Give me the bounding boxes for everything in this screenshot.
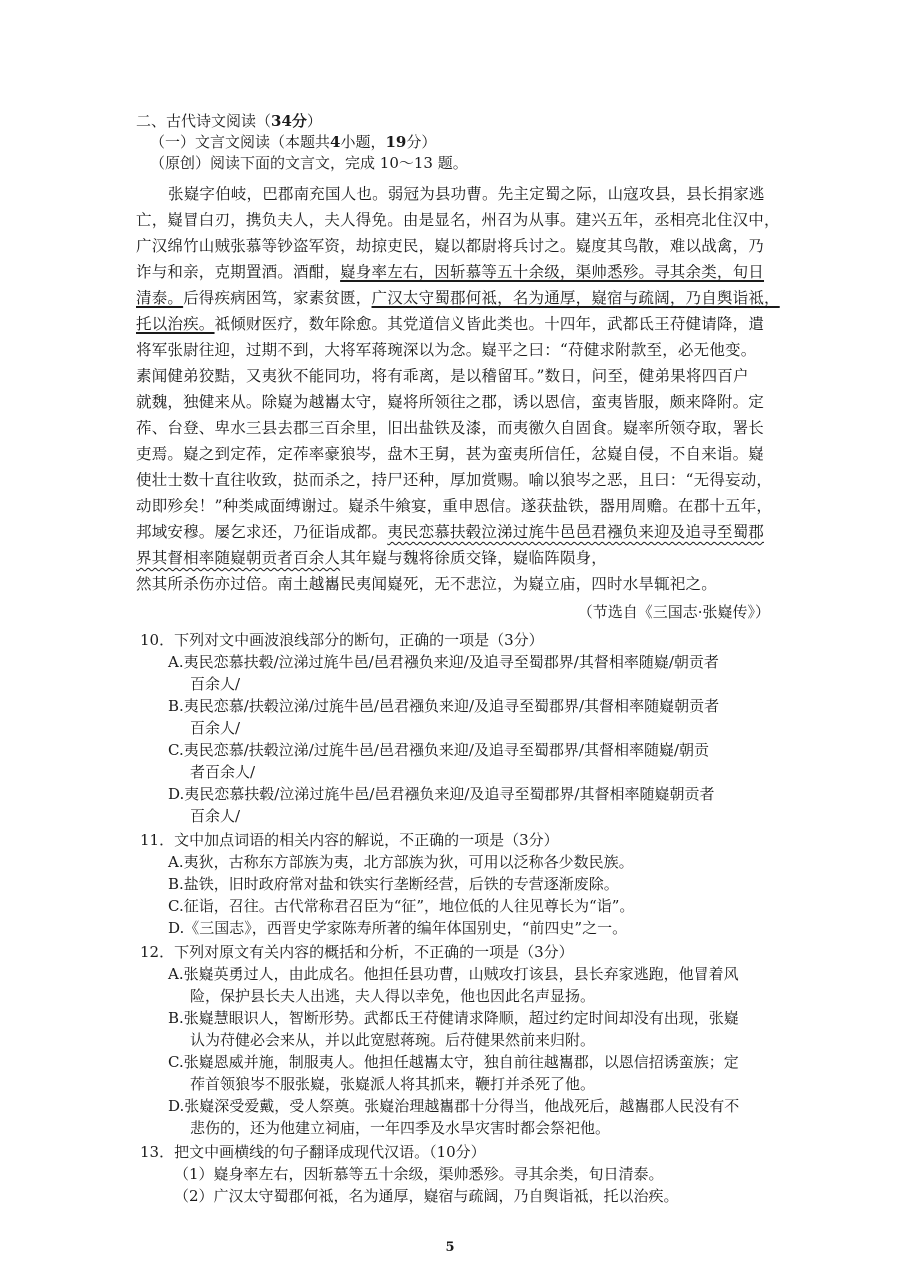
question-11: 11．文中加点词语的相关内容的解说，不正确的一项是（3分） xyxy=(140,831,559,849)
section-title-suffix: ） xyxy=(306,112,322,130)
section-subtitle-count: 4 xyxy=(330,133,341,151)
q10-option-b-cont: 百余人/ xyxy=(190,719,241,737)
q10-option-c-cont: 者百余人/ xyxy=(190,763,256,781)
q13-item-2: （2）广汉太守蜀郡何祗，名为通厚，嶷宿与疏阔，乃自舆诣祗，托以治疾。 xyxy=(174,1187,679,1205)
section-subtitle-mid: 小题， xyxy=(340,133,386,151)
passage-text: 诈与和亲，克期置酒。酒酣， xyxy=(136,263,341,281)
q11-option-a: A.夷狄，古称东方部族为夷，北方部族为狄，可用以泛称各少数民族。 xyxy=(168,853,634,871)
section-title xyxy=(136,111,322,131)
passage-line: 就魏，独健来从。除嶷为越巂太守，嶷将所领往之郡，诱以恩信，蛮夷皆服，颇来降附。定 xyxy=(136,393,765,411)
passage-line: 莋、台登、卑水三县去郡三百余里，旧出盐铁及漆，而夷徼久自固食。嶷率所领夺取，署长 xyxy=(136,419,765,437)
passage-line xyxy=(136,522,764,542)
q10-option-d-cont: 百余人/ xyxy=(190,807,241,825)
passage-line xyxy=(136,548,607,568)
passage-line: 素闻健弟狡黠，又夷狄不能同功，将有乖离，是以稽留耳。”数日，问至，健弟果将四百户 xyxy=(136,367,749,385)
instruction: （原创）阅读下面的文言文，完成 10～13 题。 xyxy=(150,154,468,172)
passage-text: 祗倾财医疗，数年除愈。其党道信义皆此类也。十四年，武都氐王苻健请降，遣 xyxy=(214,315,765,333)
passage-line xyxy=(136,288,780,308)
q12-option-b-cont: 认为苻健必会来从，并以此宽慰蒋琬。后苻健果然前来归附。 xyxy=(190,1031,596,1049)
passage-line: 吏焉。嶷之到定莋，定莋率豪狼岑，盘木王舅，甚为蛮夷所信任，忿嶷自侵，不自来诣。嶷 xyxy=(136,445,765,463)
question-12: 12．下列对原文有关内容的概括和分析，不正确的一项是（3分） xyxy=(140,943,574,961)
passage-line: 亡，嶷冒白刃，携负夫人，夫人得免。由是显名，州召为从事。建兴五年，丞相亮北住汉中， xyxy=(136,211,780,229)
q12-option-c: C.张嶷恩威并施，制服夷人。他担任越巂太守，独自前往越巂郡，以恩信招诱蛮族；定 xyxy=(168,1053,739,1071)
q13-item-1: （1）嶷身率左右，因斩慕等五十余级，渠帅悉殄。寻其余类，旬日清泰。 xyxy=(174,1165,664,1183)
page-number: 5 xyxy=(445,1240,455,1255)
passage-text: 邦域安穆。屡乞求还，乃征诣成都。 xyxy=(136,523,388,541)
q11-option-d: D.《三国志》，西晋史学家陈寿所著的编年体国别史，“前四史”之一。 xyxy=(168,919,628,937)
q10-option-a: A.夷民恋慕扶毂/泣涕过旄牛邑/邑君襁负来迎/及追寻至蜀郡界/其督相率随嶷/朝贡者 xyxy=(168,653,719,671)
underlined-sentence-1-end: 清泰。 xyxy=(136,289,184,307)
q12-option-c-cont: 莋首领狼岑不服张嶷，张嶷派人将其抓来，鞭打并杀死了他。 xyxy=(190,1075,596,1093)
section-subtitle-score: 19 xyxy=(385,133,407,151)
passage-line: 动即殄矣！”种类咸面缚谢过。嶷杀牛飨宴，重申恩信。遂获盐铁，器用周赡。在郡十五年， xyxy=(136,497,773,515)
q12-option-d: D.张嶷深受爱戴，受人祭奠。张嶷治理越巂郡十分得当，他战死后，越巂郡人民没有不 xyxy=(168,1097,740,1115)
section-subtitle xyxy=(150,132,436,152)
passage-line: 将军张尉往迎，过期不到，大将军蒋琬深以为念。嶷平之曰：“苻健求附款至，必无他变。 xyxy=(136,341,757,359)
question-10: 10．下列对文中画波浪线部分的断句，正确的一项是（3分） xyxy=(140,631,544,649)
passage-line: 张嶷字伯岐，巴郡南充国人也。弱冠为县功曹。先主定蜀之际，山寇攻县，县长捐家逃 xyxy=(168,185,765,203)
q12-option-a: A.张嶷英勇过人，由此成名。他担任县功曹，山贼攻打该县，县长弃家逃跑，他冒着风 xyxy=(168,965,739,983)
passage-line: 广汉绵竹山贼张慕等钞盗军资，劫掠吏民，嶷以都尉将兵讨之。嶷度其鸟散，难以战禽，乃 xyxy=(136,237,765,255)
section-subtitle-suffix: 分） xyxy=(406,133,437,151)
q10-option-a-cont: 百余人/ xyxy=(190,675,241,693)
passage-line: 使壮士数十直往收致，挞而杀之，持尸还种，厚加赏赐。喻以狼岑之恶，且曰：“无得妄动， xyxy=(136,471,773,489)
q10-option-b: B.夷民恋慕/扶毂泣涕/过旄牛邑/邑君襁负来迎/及追寻至蜀郡界/其督相率随嶷朝贡者 xyxy=(168,697,720,715)
q11-option-c: C.征诣，召往。古代常称君召臣为“征”，地位低的人往见尊长为“诣”。 xyxy=(168,897,635,915)
q11-option-b: B.盐铁，旧时政府常对盐和铁实行垄断经营，后铁的专营逐渐废除。 xyxy=(168,875,619,893)
question-13: 13．把文中画横线的句子翻译成现代汉语。（10分） xyxy=(140,1143,486,1161)
underlined-sentence-1: 嶷身率左右，因斩慕等五十余级，渠帅悉殄。寻其余类，旬日 xyxy=(340,263,765,281)
q12-option-b: B.张嶷慧眼识人，智断形势。武都氐王苻健请求降顺，超过约定时间却没有出现，张嶷 xyxy=(168,1009,739,1027)
passage-line xyxy=(136,262,764,282)
section-title-prefix: 二、古代诗文阅读（ xyxy=(136,112,272,130)
section-subtitle-prefix: （一）文言文阅读（本题共 xyxy=(150,133,331,151)
underlined-sentence-2: 广汉太守蜀郡何祗，名为通厚，嶷宿与疏阔，乃自舆诣祗， xyxy=(371,289,780,307)
q10-option-c: C.夷民恋慕/扶毂泣涕/过旄牛邑/邑君襁负来迎/及追寻至蜀郡界/其督相率随嶷/朝贡 xyxy=(168,741,710,759)
passage-line xyxy=(136,314,764,334)
q12-option-d-cont: 悲伤的，还为他建立祠庙，一年四季及水旱灾害时都会祭祀他。 xyxy=(190,1119,611,1137)
q12-option-a-cont: 险，保护县长夫人出逃，夫人得以幸免，他也因此名声显扬。 xyxy=(190,987,596,1005)
section-title-score: 34分 xyxy=(271,112,307,130)
passage-source: （节选自《三国志·张嶷传》） xyxy=(577,603,770,621)
wavy-underlined-text-end: 界其督相率随嶷朝贡者百余人 xyxy=(136,549,341,567)
passage-text: 其年嶷与魏将徐质交锋，嶷临阵陨身， xyxy=(340,549,608,567)
underlined-sentence-2-end: 托以治疾。 xyxy=(136,315,215,333)
passage-text: 后得疾病困笃，家素贫匮， xyxy=(183,289,372,307)
passage-line: 然其所杀伤亦过倍。南土越巂民夷闻嶷死，无不悲泣，为嶷立庙，四时水旱辄祀之。 xyxy=(136,575,717,593)
q10-option-d: D.夷民恋慕扶毂/泣涕过旄牛邑/邑君襁负来迎/及追寻至蜀郡界/其督相率随嶷朝贡者 xyxy=(168,785,715,803)
wavy-underlined-text: 夷民恋慕扶毂泣涕过旄牛邑邑君襁负来迎及追寻至蜀郡 xyxy=(387,523,765,541)
